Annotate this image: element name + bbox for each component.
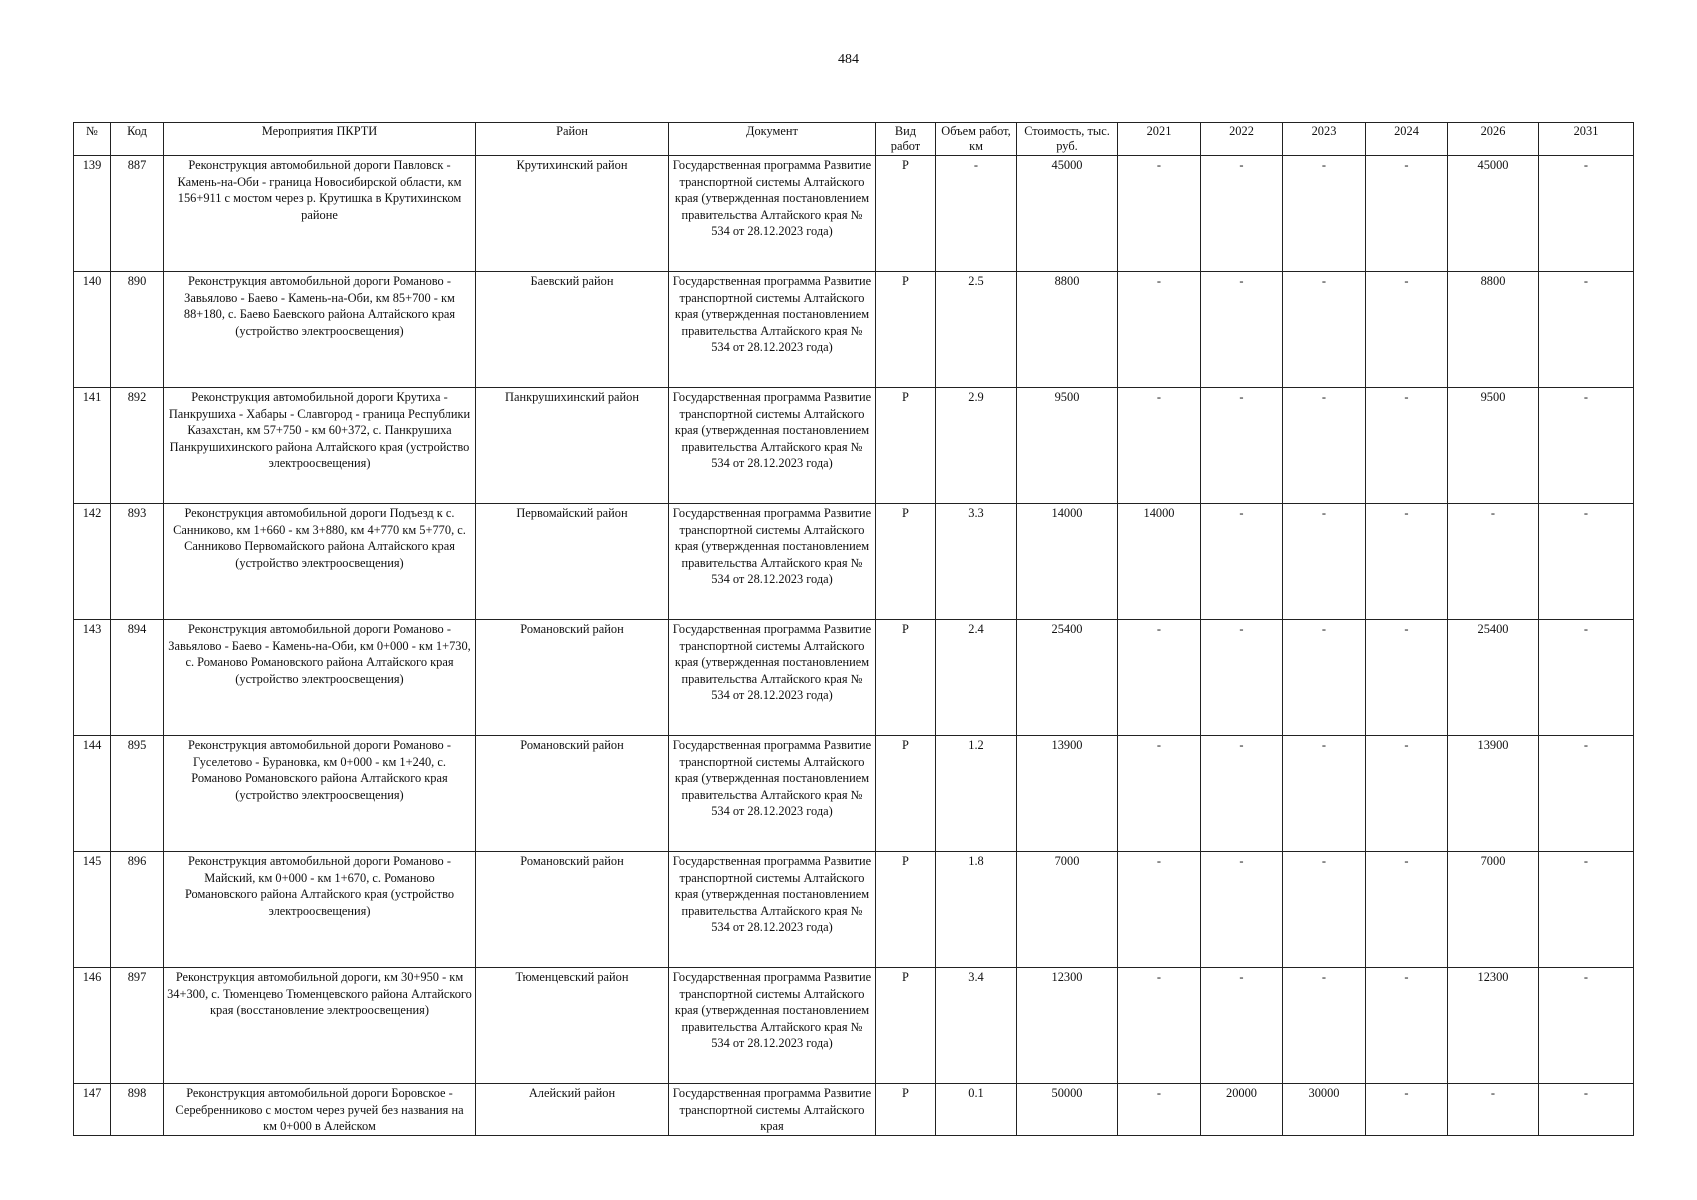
cell-cost: 25400 — [1017, 620, 1118, 736]
cell-2024: - — [1366, 388, 1448, 504]
header-event: Мероприятия ПКРТИ — [164, 123, 476, 156]
cell-document: Государственная программа Развитие транспортной системы Алтайского края (утвержденная постановлением правительства Алтайского края № 534 от 28.12.2023 года) — [669, 620, 876, 736]
cell-district: Романовский район — [476, 736, 669, 852]
cell-2026: 45000 — [1448, 156, 1539, 272]
header-year-2023: 2023 — [1283, 123, 1366, 156]
cell-cost: 45000 — [1017, 156, 1118, 272]
cell-2026: 9500 — [1448, 388, 1539, 504]
cell-2021: - — [1118, 736, 1201, 852]
cell-2021: - — [1118, 968, 1201, 1084]
cell-code: 895 — [111, 736, 164, 852]
cell-2022: - — [1201, 736, 1283, 852]
cell-work-type: Р — [876, 504, 936, 620]
header-year-2031: 2031 — [1539, 123, 1634, 156]
cell-cost: 9500 — [1017, 388, 1118, 504]
cell-document: Государственная программа Развитие транспортной системы Алтайского края (утвержденная постановлением правительства Алтайского края № 534 от 28.12.2023 года) — [669, 156, 876, 272]
cell-district: Крутихинский район — [476, 156, 669, 272]
header-year-2026: 2026 — [1448, 123, 1539, 156]
cell-2026: 12300 — [1448, 968, 1539, 1084]
header-volume: Объем работ, км — [936, 123, 1017, 156]
header-year-2021: 2021 — [1118, 123, 1201, 156]
cell-work-type: Р — [876, 388, 936, 504]
table-row — [74, 1084, 1634, 1136]
cell-work-type: Р — [876, 272, 936, 388]
table-row — [74, 156, 1634, 272]
cell-2023: - — [1283, 968, 1366, 1084]
cell-document: Государственная программа Развитие транспортной системы Алтайского края (утвержденная постановлением правительства Алтайского края № 534 от 28.12.2023 года) — [669, 388, 876, 504]
cell-code: 892 — [111, 388, 164, 504]
cell-event: Реконструкция автомобильной дороги Крутиха - Панкрушиха - Хабары - Славгород - граница Республики Казахстан, км 57+750 - км 60+372, с. Панкрушиха Панкрушихинского района Алтайского края (устройство электроосвещения) — [164, 388, 476, 504]
cell-2021: - — [1118, 156, 1201, 272]
table-row — [74, 388, 1634, 504]
cell-2023: - — [1283, 504, 1366, 620]
cell-volume: 2.9 — [936, 388, 1017, 504]
cell-event: Реконструкция автомобильной дороги Павловск - Камень-на-Оби - граница Новосибирской области, км 156+911 с мостом через р. Крутишка в Крутихинском районе — [164, 156, 476, 272]
table-row — [74, 620, 1634, 736]
header-row — [74, 123, 1634, 156]
cell-2022: - — [1201, 388, 1283, 504]
cell-2023: - — [1283, 736, 1366, 852]
cell-volume: 3.4 — [936, 968, 1017, 1084]
cell-2031: - — [1539, 620, 1634, 736]
cell-volume: 2.5 — [936, 272, 1017, 388]
cell-event: Реконструкция автомобильной дороги Романово - Гуселетово - Бурановка, км 0+000 - км 1+240, с. Романово Романовского района Алтайского края (устройство электроосвещения) — [164, 736, 476, 852]
cell-code: 894 — [111, 620, 164, 736]
cell-volume: 0.1 — [936, 1084, 1017, 1136]
cell-2022: - — [1201, 852, 1283, 968]
cell-work-type: Р — [876, 1084, 936, 1136]
cell-2024: - — [1366, 736, 1448, 852]
cell-event: Реконструкция автомобильной дороги, км 30+950 - км 34+300, с. Тюменцево Тюменцевского района Алтайского края (восстановление электроосвещения) — [164, 968, 476, 1084]
cell-code: 890 — [111, 272, 164, 388]
cell-volume: 3.3 — [936, 504, 1017, 620]
cell-document: Государственная программа Развитие транспортной системы Алтайского края (утвержденная постановлением правительства Алтайского края № 534 от 28.12.2023 года) — [669, 736, 876, 852]
cell-2023: - — [1283, 388, 1366, 504]
cell-work-type: Р — [876, 736, 936, 852]
cell-2031: - — [1539, 852, 1634, 968]
cell-num: 142 — [74, 504, 111, 620]
cell-event: Реконструкция автомобильной дороги Подъезд к с. Санниково, км 1+660 - км 3+880, км 4+770 км 5+770, с. Санниково Первомайского района Алтайского края (устройство электроосвещения) — [164, 504, 476, 620]
cell-2031: - — [1539, 968, 1634, 1084]
cell-2021: - — [1118, 620, 1201, 736]
cell-document: Государственная программа Развитие транспортной системы Алтайского края (утвержденная постановлением правительства Алтайского края № 534 от 28.12.2023 года) — [669, 852, 876, 968]
cell-num: 147 — [74, 1084, 111, 1136]
cell-2021: - — [1118, 852, 1201, 968]
table-row — [74, 272, 1634, 388]
cell-district: Романовский район — [476, 852, 669, 968]
cell-2023: - — [1283, 272, 1366, 388]
cell-2021: - — [1118, 388, 1201, 504]
cell-code: 887 — [111, 156, 164, 272]
pkrti-table — [73, 122, 1634, 1136]
cell-2022: - — [1201, 504, 1283, 620]
cell-2021: - — [1118, 272, 1201, 388]
cell-district: Панкрушихинский район — [476, 388, 669, 504]
cell-num: 143 — [74, 620, 111, 736]
cell-event: Реконструкция автомобильной дороги Романово - Завьялово - Баево - Камень-на-Оби, км 0+000 - км 1+730, с. Романово Романовского района Алтайского края (устройство электроосвещения) — [164, 620, 476, 736]
cell-cost: 7000 — [1017, 852, 1118, 968]
cell-document: Государственная программа Развитие транспортной системы Алтайского края (утвержденная постановлением правительства Алтайского края № 534 от 28.12.2023 года) — [669, 504, 876, 620]
cell-code: 896 — [111, 852, 164, 968]
cell-2024: - — [1366, 852, 1448, 968]
header-document: Документ — [669, 123, 876, 156]
cell-2031: - — [1539, 156, 1634, 272]
cell-district: Алейский район — [476, 1084, 669, 1136]
cell-district: Первомайский район — [476, 504, 669, 620]
cell-document: Государственная программа Развитие транспортной системы Алтайского края (утвержденная постановлением правительства Алтайского края № 534 от 28.12.2023 года) — [669, 272, 876, 388]
cell-volume: 1.2 — [936, 736, 1017, 852]
table-row — [74, 504, 1634, 620]
page-number: 484 — [838, 52, 859, 67]
cell-num: 139 — [74, 156, 111, 272]
cell-2024: - — [1366, 156, 1448, 272]
cell-2026: - — [1448, 1084, 1539, 1136]
cell-volume: - — [936, 156, 1017, 272]
cell-cost: 14000 — [1017, 504, 1118, 620]
cell-work-type: Р — [876, 156, 936, 272]
cell-document: Государственная программа Развитие транспортной системы Алтайского края (утвержденная постановлением правительства Алтайского края № 534 от 28.12.2023 года) — [669, 968, 876, 1084]
cell-2022: - — [1201, 968, 1283, 1084]
cell-2023: 30000 — [1283, 1084, 1366, 1136]
table-row — [74, 968, 1634, 1084]
cell-num: 145 — [74, 852, 111, 968]
cell-2026: 25400 — [1448, 620, 1539, 736]
cell-2022: - — [1201, 620, 1283, 736]
cell-2031: - — [1539, 736, 1634, 852]
header-code: Код — [111, 123, 164, 156]
cell-event: Реконструкция автомобильной дороги Романово - Завьялово - Баево - Камень-на-Оби, км 85+700 - км 88+180, с. Баево Баевского района Алтайского края (устройство электроосвещения) — [164, 272, 476, 388]
header-year-2024: 2024 — [1366, 123, 1448, 156]
cell-event: Реконструкция автомобильной дороги Романово - Майский, км 0+000 - км 1+670, с. Романово Романовского района Алтайского края (устройство электроосвещения) — [164, 852, 476, 968]
cell-2031: - — [1539, 388, 1634, 504]
cell-cost: 12300 — [1017, 968, 1118, 1084]
cell-cost: 50000 — [1017, 1084, 1118, 1136]
cell-code: 893 — [111, 504, 164, 620]
cell-2031: - — [1539, 1084, 1634, 1136]
cell-work-type: Р — [876, 620, 936, 736]
cell-num: 140 — [74, 272, 111, 388]
cell-2024: - — [1366, 272, 1448, 388]
cell-district: Тюменцевский район — [476, 968, 669, 1084]
cell-2022: - — [1201, 272, 1283, 388]
cell-2026: 8800 — [1448, 272, 1539, 388]
table-body — [74, 156, 1634, 1136]
cell-2024: - — [1366, 620, 1448, 736]
header-year-2022: 2022 — [1201, 123, 1283, 156]
cell-2024: - — [1366, 1084, 1448, 1136]
cell-code: 898 — [111, 1084, 164, 1136]
cell-event: Реконструкция автомобильной дороги Боровское - Серебренниково с мостом через ручей без названия на км 0+000 в Алейском — [164, 1084, 476, 1136]
cell-2031: - — [1539, 504, 1634, 620]
cell-document: Государственная программа Развитие транспортной системы Алтайского края — [669, 1084, 876, 1136]
cell-2023: - — [1283, 852, 1366, 968]
cell-2024: - — [1366, 504, 1448, 620]
cell-2021: 14000 — [1118, 504, 1201, 620]
cell-work-type: Р — [876, 968, 936, 1084]
header-cost: Стоимость, тыс. руб. — [1017, 123, 1118, 156]
header-work-type: Вид работ — [876, 123, 936, 156]
cell-2031: - — [1539, 272, 1634, 388]
cell-2021: - — [1118, 1084, 1201, 1136]
cell-cost: 8800 — [1017, 272, 1118, 388]
header-district: Район — [476, 123, 669, 156]
cell-2026: 7000 — [1448, 852, 1539, 968]
cell-2022: - — [1201, 156, 1283, 272]
cell-district: Баевский район — [476, 272, 669, 388]
cell-num: 146 — [74, 968, 111, 1084]
cell-volume: 1.8 — [936, 852, 1017, 968]
cell-2022: 20000 — [1201, 1084, 1283, 1136]
cell-2026: - — [1448, 504, 1539, 620]
table-row — [74, 852, 1634, 968]
cell-code: 897 — [111, 968, 164, 1084]
header-num: № — [74, 123, 111, 156]
cell-work-type: Р — [876, 852, 936, 968]
cell-2023: - — [1283, 620, 1366, 736]
table-row — [74, 736, 1634, 852]
cell-district: Романовский район — [476, 620, 669, 736]
cell-2023: - — [1283, 156, 1366, 272]
cell-volume: 2.4 — [936, 620, 1017, 736]
cell-2026: 13900 — [1448, 736, 1539, 852]
cell-2024: - — [1366, 968, 1448, 1084]
cell-num: 141 — [74, 388, 111, 504]
cell-num: 144 — [74, 736, 111, 852]
cell-cost: 13900 — [1017, 736, 1118, 852]
table-header — [74, 123, 1634, 156]
